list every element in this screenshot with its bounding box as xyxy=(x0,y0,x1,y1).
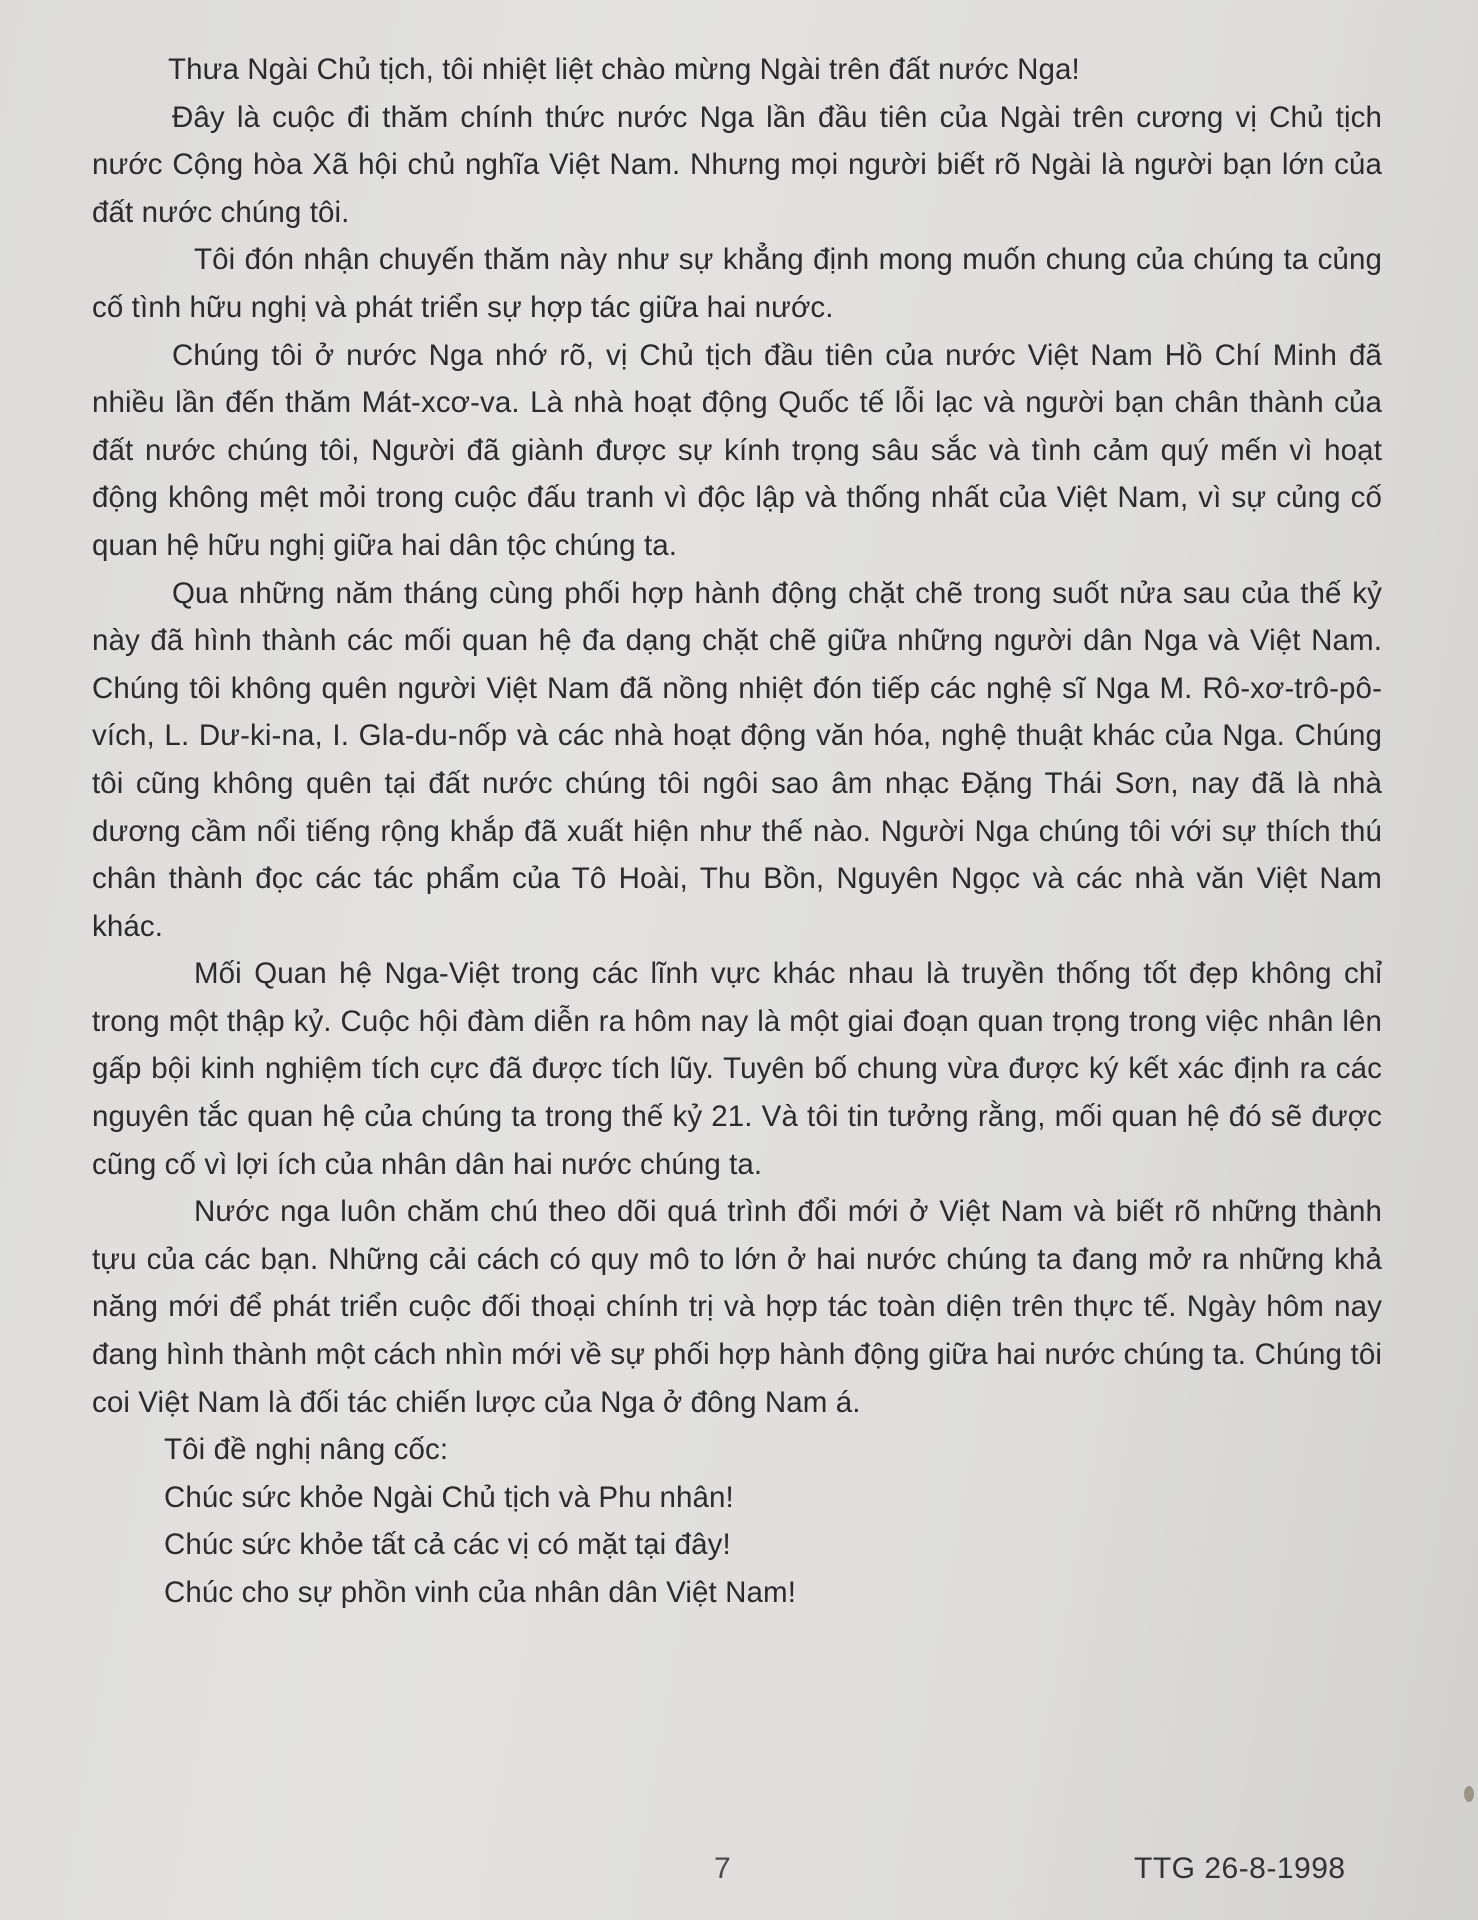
toast-line-3: Chúc cho sự phồn vinh của nhân dân Việt Nam! xyxy=(164,1576,797,1609)
greeting-paragraph: Thưa Ngài Chủ tịch, tôi nhiệt liệt chào mừng Ngài trên đất nước Nga! xyxy=(168,53,1080,86)
body-paragraph-2: Tôi đón nhận chuyến thăm này như sự khẳng định mong muốn chung của chúng ta củng cố tình hữu nghị và phát triển sự hợp tác giữa hai nước. xyxy=(92,243,1382,324)
letter-body xyxy=(92,46,1382,1617)
document-reference: TTG 26-8-1998 xyxy=(1134,1852,1346,1885)
paper-smudge xyxy=(1464,1786,1474,1802)
body-paragraph-1: Đây là cuộc đi thăm chính thức nước Nga lần đầu tiên của Ngài trên cương vị Chủ tịch nước Cộng hòa Xã hội chủ nghĩa Việt Nam. Nhưng mọi người biết rõ Ngài là người bạn lớn của đất nước chúng tôi. xyxy=(92,100,1382,229)
toast-line-2: Chúc sức khỏe tất cả các vị có mặt tại đây! xyxy=(164,1528,731,1562)
page-number: 7 xyxy=(714,1852,731,1885)
body-paragraph-5: Mối Quan hệ Nga-Việt trong các lĩnh vực khác nhau là truyền thống tốt đẹp không chỉ trong một thập kỷ. Cuộc hội đàm diễn ra hôm nay là một giai đoạn quan trọng trong việc nhân lên gấp bội kinh nghiệm tích cực đã được tích lũy. Tuyên bố chung vừa được ký kết xác định ra các nguyên tắc quan hệ của chúng ta trong thế kỷ 21. Và tôi tin tưởng rằng, mối quan hệ đó sẽ được cũng cố vì lợi ích của nhân dân hai nước chúng ta. xyxy=(92,957,1382,1181)
body-paragraph-4: Qua những năm tháng cùng phối hợp hành động chặt chẽ trong suốt nửa sau của thế kỷ này đã hình thành các mối quan hệ đa dạng chặt chẽ giữa những người dân Nga và Việt Nam. Chúng tôi không quên người Việt Nam đã nồng nhiệt đón tiếp các nghệ sĩ Nga M. Rô-xơ-trô-pô-vích, L. Dư-ki-na, I. Gla-du-nốp và các nhà hoạt động văn hóa, nghệ thuật khác của Nga. Chúng tôi cũng không quên tại đất nước chúng tôi ngôi sao âm nhạc Đặng Thái Sơn, nay đã là nhà dương cầm nổi tiếng rộng khắp đã xuất hiện như thế nào. Người Nga chúng tôi với sự thích thú chân thành đọc các tác phẩm của Tô Hoài, Thu Bồn, Nguyên Ngọc và các nhà văn Việt Nam khác. xyxy=(92,576,1382,943)
body-paragraph-6: Nước nga luôn chăm chú theo dõi quá trình đổi mới ở Việt Nam và biết rõ những thành tựu của các bạn. Những cải cách có quy mô to lớn ở hai nước chúng ta đang mở ra những khả năng mới để phát triển cuộc đối thoại chính trị và hợp tác toàn diện trên thực tế. Ngày hôm nay đang hình thành một cách nhìn mới về sự phối hợp hành động giữa hai nước chúng ta. Chúng tôi coi Việt Nam là đối tác chiến lược của Nga ở đông Nam á. xyxy=(92,1195,1382,1419)
toast-line-1: Chúc sức khỏe Ngài Chủ tịch và Phu nhân! xyxy=(164,1480,734,1514)
body-paragraph-3: Chúng tôi ở nước Nga nhớ rõ, vị Chủ tịch đầu tiên của nước Việt Nam Hồ Chí Minh đã nhiều lần đến thăm Mát-xcơ-va. Là nhà hoạt động Quốc tế lỗi lạc và người bạn chân thành của đất nước chúng tôi, Người đã giành được sự kính trọng sâu sắc và tình cảm quý mến vì hoạt động không mệt mỏi trong cuộc đấu tranh vì độc lập và thống nhất của Việt Nam, vì sự củng cố quan hệ hữu nghị giữa hai dân tộc chúng ta. xyxy=(92,338,1382,562)
toast-intro-line: Tôi đề nghị nâng cốc: xyxy=(164,1433,449,1467)
